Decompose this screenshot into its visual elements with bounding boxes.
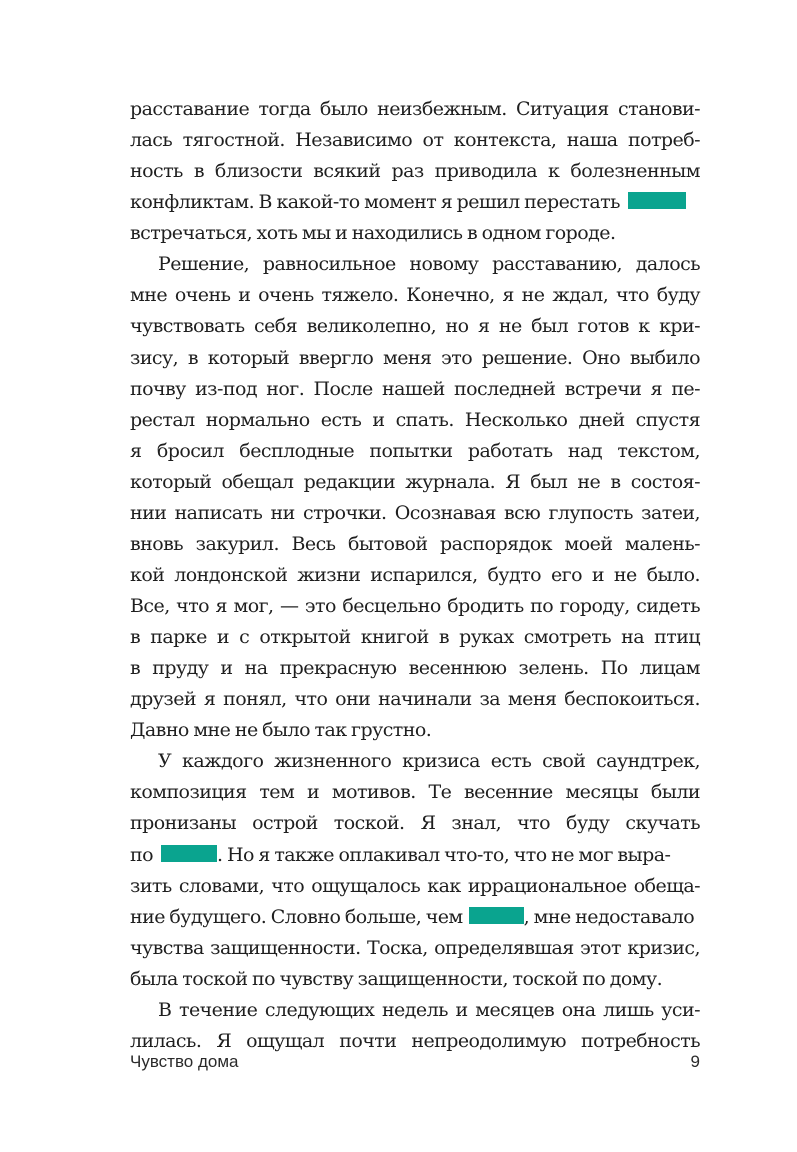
text-line: У каждого жизненного кризиса есть свой саундтрек, [158,750,700,773]
text-line: который обещал редакции журнала. Я был не в состоя- [130,470,700,493]
text-line: лась тягостной. Независимо от контекста, наша потреб- [130,129,700,152]
text-fragment: ние будущего. Словно больше, чем [130,905,463,928]
text-line: рестал нормально есть и спать. Несколько дней спустя [130,408,700,431]
text-fragment: . Но я также оплакивал что-то, что не мог выра- [217,843,671,866]
text-line: Все, что я мог, — это бесцельно бродить по городу, сидеть [130,595,700,617]
text-line: ность в близости всякий раз приводила к болезненным [130,160,700,183]
redaction-block [161,845,217,862]
text-line: лилась. Я ощущал почти непреодолимую потребность [130,1029,700,1052]
text-line: друзей я понял, что они начинали за меня беспокоиться. [130,688,700,711]
text-line: зису, в который ввергло меня это решение. Оно выбило [130,346,700,369]
text-line: кой лондонской жизни испарился, будто его и не было. [130,563,700,586]
redaction-block [628,192,686,209]
page-number: 9 [690,1052,700,1071]
text-line: вновь закурил. Весь бытовой распорядок моей малень- [130,532,700,555]
text-line: пронизаны острой тоской. Я знал, что буду скучать [130,812,700,835]
text-line [130,840,700,871]
text-line: зить словами, что ощущалось как иррациональное обеща- [130,874,700,897]
text-line: Решение, равносильное новому расставанию, далось [158,253,700,276]
text-line: я бросил бесплодные попытки работать над текстом, [130,439,700,462]
text-fragment: конфликтам. В какой-то момент я решил перестать [130,191,620,214]
text-line: в парке и с открытой книгой в руках смотреть на птиц [130,626,700,649]
text-line: встречаться, хоть мы и находились в одном городе. [130,222,616,245]
text-line: нии написать ни строчки. Осознавая всю глупость затеи, [130,501,700,524]
text-line: почву из-под ног. После нашей последней встречи я пе- [130,377,700,400]
text-fragment: по [130,843,154,866]
text-line: расставание тогда было неизбежным. Ситуация станови- [130,98,700,120]
running-footer-title: Чувство дома [130,1052,239,1071]
text-line: В течение следующих недель и месяцев она лишь уси- [158,998,700,1021]
text-line: композиция тем и мотивов. Те весенние месяцы были [130,781,700,804]
text-line: чувствовать себя великолепно, но я не был готов к кри- [130,315,700,338]
text-line [130,902,700,933]
body-text [130,94,700,1057]
text-line: чувства защищенности. Тоска, определявшая этот кризис, [130,936,700,959]
text-fragment: , мне недоставало [523,905,695,928]
redaction-block [469,907,524,924]
text-line: Давно мне не было так грустно. [130,719,432,742]
text-line: в пруду и на прекрасную весеннюю зелень. По лицам [130,657,700,680]
text-line: мне очень и очень тяжело. Конечно, я не ждал, что буду [130,284,700,307]
text-line [130,187,700,218]
text-line: была тоской по чувству защищенности, тоской по дому. [130,967,663,990]
